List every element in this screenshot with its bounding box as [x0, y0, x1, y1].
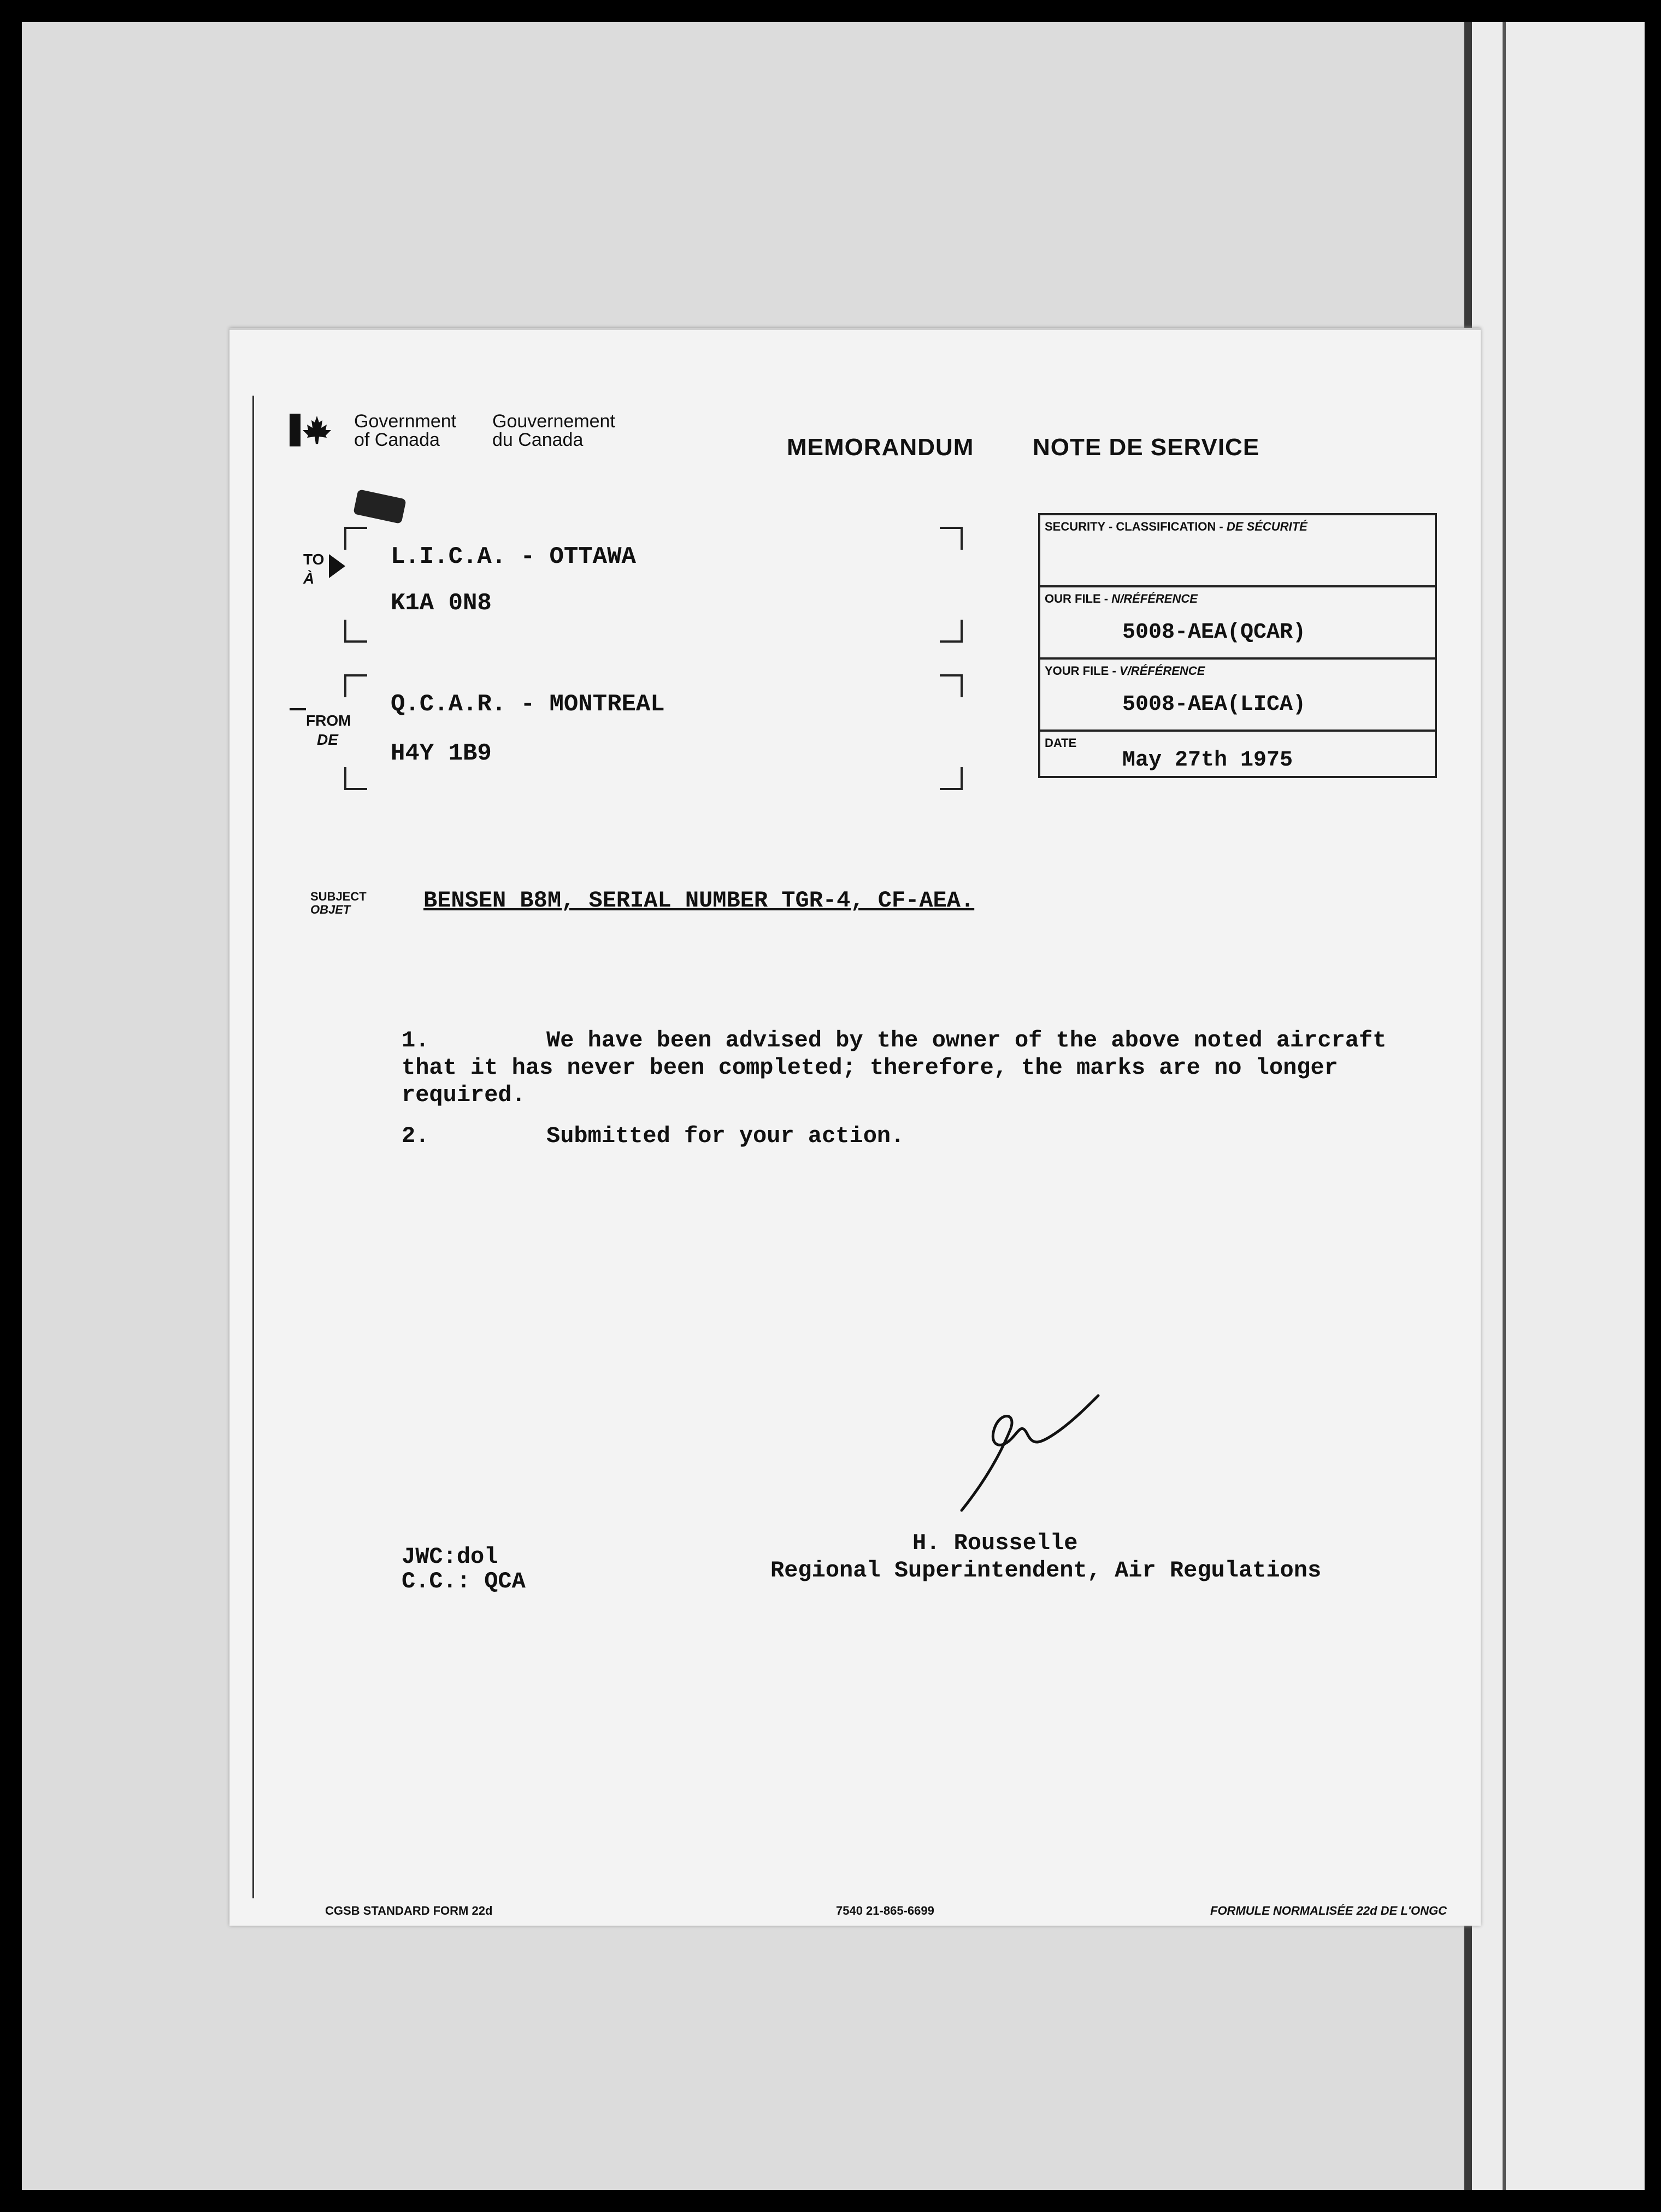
your-file-value: 5008-AEA(LICA): [1122, 692, 1306, 717]
subject-value: BENSEN B8M, SERIAL NUMBER TGR-4, CF-AEA.: [423, 887, 975, 914]
from-label: FROM: [306, 712, 351, 729]
date-row: [1040, 732, 1435, 775]
memo-title-en: MEMORANDUM: [787, 434, 974, 461]
footer-form-number: 7540 21-865-6699: [836, 1904, 934, 1917]
your-file-row: [1040, 660, 1435, 732]
gov-name-en: Government of Canada: [354, 411, 457, 450]
canada-flag-icon: [290, 412, 344, 448]
signer-title: Regional Superintendent, Air Regulations: [770, 1557, 1322, 1584]
to-bracket: [940, 620, 963, 643]
from-label-fr: DE: [317, 731, 338, 748]
para-2-text: Submitted for your action.: [546, 1123, 905, 1149]
security-label: SECURITY - CLASSIFICATION - DE SÉCURITÉ: [1045, 520, 1307, 533]
footer-form-en: CGSB STANDARD FORM 22d: [325, 1904, 493, 1917]
para-1-number: 1.: [402, 1027, 429, 1054]
to-bracket: [344, 527, 367, 550]
subject-label: SUBJECT OBJET: [310, 890, 367, 916]
to-label: TO: [303, 551, 325, 568]
para-1-line3: required.: [402, 1082, 526, 1108]
scan-background: [22, 22, 1645, 2190]
memo-title-fr: NOTE DE SERVICE: [1033, 434, 1260, 461]
government-logo-block: [290, 412, 621, 449]
date-value: May 27th 1975: [1122, 748, 1293, 773]
folder-edge: [1464, 22, 1645, 2190]
initials: JWC:dol: [402, 1544, 498, 1570]
our-file-row: [1040, 587, 1435, 660]
to-line1: L.I.C.A. - OTTAWA: [391, 543, 636, 570]
para-1-line2: that it has never been completed; therefore, the marks are no longer: [402, 1055, 1338, 1081]
your-file-label: YOUR FILE - V/RÉFÉRENCE: [1045, 664, 1205, 678]
sheet-left-rule: [252, 396, 254, 1898]
from-line1: Q.C.A.R. - MONTREAL: [391, 691, 665, 718]
reference-box: [1038, 513, 1437, 778]
from-bracket: [940, 674, 963, 697]
ink-smudge: [353, 489, 407, 524]
handwritten-signature: [951, 1390, 1115, 1516]
gov-name-fr: Gouvernement du Canada: [492, 411, 615, 450]
to-label-fr: À: [303, 570, 315, 587]
security-row: [1040, 515, 1435, 587]
from-bracket: [940, 767, 963, 790]
signer-name: H. Rousselle: [912, 1530, 1078, 1556]
from-bracket: [344, 767, 367, 790]
from-line2: H4Y 1B9: [391, 740, 492, 767]
footer-form-fr: FORMULE NORMALISÉE 22d DE L'ONGC: [1210, 1904, 1447, 1917]
para-1-line1: We have been advised by the owner of the above noted aircraft: [546, 1027, 1387, 1054]
from-dash: [290, 708, 306, 710]
to-bracket: [344, 620, 367, 643]
arrow-right-icon: [329, 554, 345, 578]
folder-crease: [1503, 22, 1506, 2190]
to-bracket: [940, 527, 963, 550]
from-bracket: [344, 674, 367, 697]
date-label: DATE: [1045, 736, 1077, 750]
to-line2: K1A 0N8: [391, 590, 492, 617]
our-file-label: OUR FILE - N/RÉFÉRENCE: [1045, 592, 1198, 605]
para-2-number: 2.: [402, 1123, 429, 1149]
memo-sheet: [229, 328, 1481, 1926]
carbon-copy: C.C.: QCA: [402, 1568, 526, 1595]
our-file-value: 5008-AEA(QCAR): [1122, 620, 1306, 645]
